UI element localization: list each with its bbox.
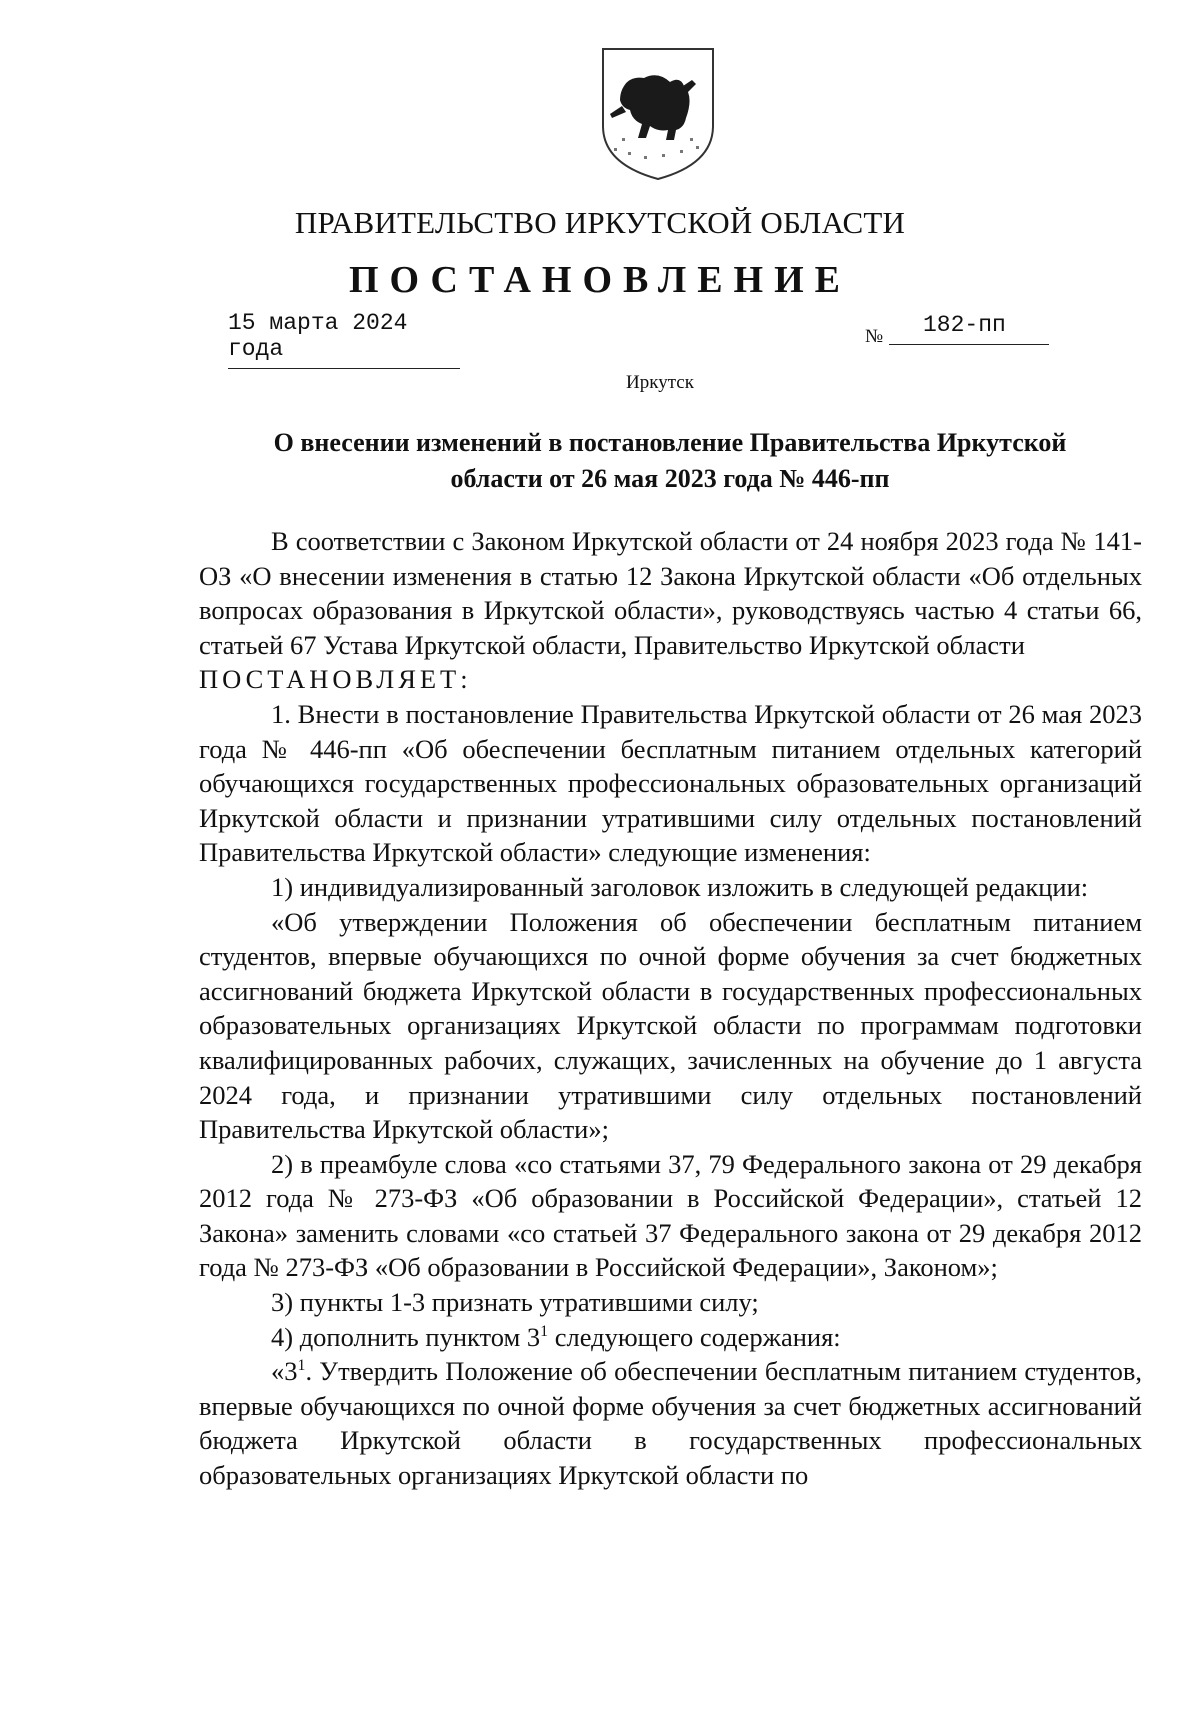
document-date: 15 марта 2024 года	[228, 310, 460, 369]
subitem-3-paragraph: 3) пункты 1-3 признать утратившими силу;	[271, 1287, 759, 1318]
preamble-paragraph: В соответствии с Законом Иркутской области от 24 ноября 2023 года № 141-ОЗ «О внесении изменения в статью 12 Закона Иркутской области «Об отдельных вопросах образования в Иркутской области», руководствуясь частью 4 статьи 66, статьей 67 Устава Иркутской области, Правительство Иркутской области	[199, 526, 1142, 660]
document-number-label: №	[865, 326, 884, 347]
subitem-1-paragraph: 1) индивидуализированный заголовок изложить в следующей редакции:	[271, 871, 1089, 902]
quote-text: . Утвердить Положение об обеспечении бесплатным питанием студентов, впервые обучающихся по очной форме обучения за счет бюджетных ассигнований бюджета Иркутской области в государственных профессиональных образовательных организациях Иркутской области по	[199, 1356, 1142, 1491]
subitem-4-text-start: 4) дополнить пунктом 3	[271, 1321, 541, 1352]
subject-line-1: О внесении изменений в постановление Правительства Иркутской	[273, 428, 1067, 457]
subitem-4-quote	[199, 1354, 1142, 1492]
document-subject	[200, 425, 1140, 497]
subitem-2-paragraph: 2) в преамбуле слова «со статьями 37, 79 Федерального закона от 29 декабря 2012 года № 273-ФЗ «Об образовании в Российской Федерации», статьей 12 Закона» заменить словами «со статьей 37 Федерального закона от 29 декабря 2012 года № 273-ФЗ «Об образовании в Российской Федерации», Законом»;	[199, 1148, 1142, 1283]
document-number: 182-пп	[889, 312, 1049, 345]
document-type: ПОСТАНОВЛЕНИЕ	[348, 259, 852, 301]
government-name: ПРАВИТЕЛЬСТВО ИРКУТСКОЙ ОБЛАСТИ	[294, 205, 906, 240]
subitem-4-text-end: следующего содержания:	[548, 1321, 841, 1352]
subject-line-2: области от 26 мая 2023 года № 446-пп	[450, 464, 890, 493]
subitem-4-superscript: 1	[540, 1322, 549, 1340]
subitem-4-paragraph	[199, 1320, 1142, 1355]
quote-open: «3	[271, 1356, 298, 1387]
quote-superscript: 1	[297, 1357, 306, 1375]
document-body	[199, 524, 1142, 1493]
document-city: Иркутск	[626, 372, 694, 393]
resolves-heading: ПОСТАНОВЛЯЕТ:	[199, 664, 472, 695]
item-1-paragraph: 1. Внести в постановление Правительства Иркутской области от 26 мая 2023 года № 446-пп «Об обеспечении бесплатным питанием отдельных категорий обучающихся государственных профессиональных образовательных организаций Иркутской области и признании утратившими силу отдельных постановлений Правительства Иркутской области» следующие изменения:	[199, 698, 1142, 868]
subitem-1-text: «Об утверждении Положения об обеспечении бесплатным питанием студентов, впервые обучающихся по очной форме обучения за счет бюджетных ассигнований бюджета Иркутской области в государственных профессиональных образовательных организациях Иркутской области по программам подготовки квалифицированных рабочих, служащих, зачисленных на обучение до 1 августа 2024 года, и признании утратившими силу отдельных постановлений Правительства Иркутской области»;	[199, 906, 1142, 1145]
irkutsk-coat-of-arms-icon	[600, 46, 716, 182]
